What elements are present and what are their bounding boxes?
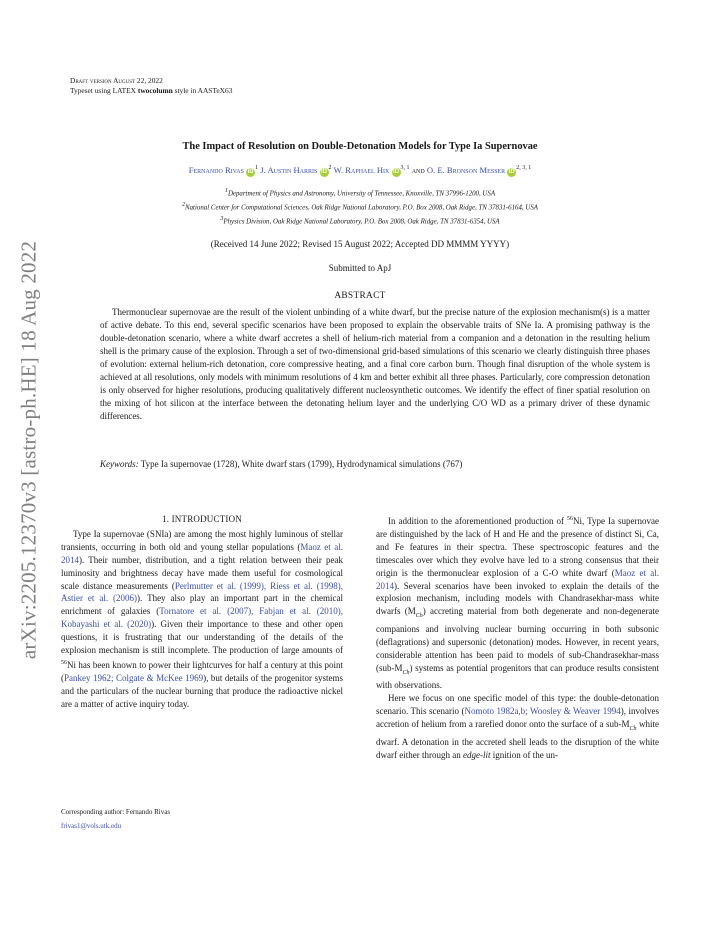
- orcid-icon[interactable]: iD: [508, 169, 515, 175]
- corresponding-author: [61, 805, 170, 833]
- author-name[interactable]: Fernando Rivas: [188, 165, 244, 175]
- orcid-icon[interactable]: iD: [321, 169, 328, 175]
- draft-version: Draft version August 22, 2022: [70, 76, 163, 85]
- text-run: ). They also play an important part in the chemical enrichment of galaxies (: [61, 593, 343, 617]
- citation-link[interactable]: Pankey 1962; Colgate & McKee 1969: [64, 672, 204, 683]
- section-heading: 1. INTRODUCTION: [162, 514, 242, 524]
- intro-paragraph: [61, 528, 343, 711]
- abstract-heading: ABSTRACT: [334, 291, 386, 301]
- intro-paragraph: [376, 513, 659, 692]
- emphasis: edge-lit: [462, 749, 491, 760]
- text-run: ignition of the un-: [490, 749, 558, 760]
- citation-link[interactable]: Tornatore et al. (2007), Fabjan et al. (2010), Kobayashi et al. (2020): [61, 606, 343, 630]
- citation-link[interactable]: Maoz et al. 2014: [376, 567, 659, 591]
- affiliation: $^3$Physics Division, Oak Ridge National Laboratory, P.O. Box 2008, Oak Ridge, TN 37831-6354, USA: [220, 215, 500, 226]
- affiliation: $^1$Department of Physics and Astronomy, University of Tennessee, Knoxville, TN 37996-1200, USA: [224, 188, 496, 198]
- text-run: ), but details of the progenitor systems and the particulars of the nuclear burning that produce the radioactive nickel are a matter of active inquiry today.: [61, 672, 343, 709]
- received-dates: (Received 14 June 2022; Revised 15 August 2022; Accepted DD MMMM YYYY): [210, 239, 510, 249]
- paper-title: The Impact of Resolution on Double-Detonation Models for Type Ia Supernovae: [182, 141, 538, 152]
- text-run: ). Given their importance to these and other open questions, it is frustrating that our understanding of the details of the explosion mechanism is still incomplete. The production of large amounts of: [61, 619, 343, 656]
- right-column: [376, 513, 659, 762]
- orcid-icon[interactable]: iD: [247, 169, 254, 175]
- orcid-icon[interactable]: iD: [393, 169, 400, 175]
- text-run: Ni, Type Ia supernovae are distinguished by the lack of H and He and the presence of distinct Si, Ca, and Fe features in their spectra. These spectroscopic features and the timescales over which they evolve have led to a strong consensus that their origin is the thermonuclear explosion of a C-O white dwarf (: [376, 516, 659, 578]
- subscript: Ch: [402, 669, 410, 676]
- latex-logo: LATEX: [112, 85, 136, 95]
- affiliations: [0, 186, 720, 228]
- author-list: Fernando Rivas $iD^1$ J. Austin Harris $iD^2$ W. Raphael Hix iD$^{3, 1}$ and O. E. Bronson Messer iD$^{2, 3, 1}$: [188, 165, 532, 175]
- citation-link[interactable]: Maoz et al. 2014: [61, 541, 343, 565]
- text-run: In addition to the aforementioned production of: [388, 516, 568, 526]
- citation-link[interactable]: Perlmutter et al. (1999), Riess et al. (1998), Astier et al. (2006): [61, 580, 343, 604]
- text-run: ) accreting material from both degenerate and non-degenerate companions and involving nuclear burning occurring in both subsonic (deflagrations) and supersonic (detonation) modes. However, in recent years, considerable attention has been paid to models of sub-Chandrasekhar-mass (sub-M: [376, 606, 659, 673]
- author-name[interactable]: J. Austin Harris: [260, 165, 318, 175]
- submitted-to: Submitted to ApJ: [328, 263, 392, 273]
- text-run: Here we focus on one specific model of this type: the double-detonation scenario. This scenario (: [376, 693, 659, 717]
- superscript: 56: [567, 516, 574, 522]
- intro-paragraph: [376, 692, 659, 761]
- text-run: ). Their number, distribution, and a tight relation between their peak luminosity and brightness decay have made them useful for cosmological scale distance measurements (: [61, 554, 343, 591]
- superscript: 56: [61, 659, 67, 666]
- text-run: ) systems as potential progenitors that can produce results consistent with observations.: [376, 662, 659, 691]
- citation-link[interactable]: Nomoto 1982a,b; Woosley & Weaver 1994: [464, 706, 621, 717]
- email-link[interactable]: frivas1@vols.utk.edu: [61, 822, 122, 830]
- text-run: Ni has been known to power their lightcurves for half a century at this point (: [61, 659, 343, 683]
- left-column: [61, 513, 343, 711]
- typeset-line: Typeset using LATEX twocolumn style in AASTeX63: [70, 85, 233, 95]
- text-run: Type Ia supernovae (SNIa) are among the most highly luminous of stellar transients, occurring in both old and young stellar populations (: [61, 528, 343, 552]
- running-header: [70, 76, 232, 95]
- abstract-text: Thermonuclear supernovae are the result of the violent unbinding of a white dwarf, but the precise nature of the explosion mechanism(s) is a matter of active debate. To this end, several specific scenarios have been proposed to explain the observable traits of SNe Ia. A promising pathway is the double-detonation scenario, where a white dwarf accretes a shell of helium-rich material from a companion and a detonation in the resulting helium shell is the primary cause of the explosion. Through a set of two-dimensional grid-based simulations of this scenario we clearly distinguish three phases of evolution: external helium-rich detonation, core compressive heating, and a final core carbon burn. Though final disruption of the whole system is achieved at all resolutions, only models with minimum resolutions of 4 km and better exhibit all three phases. Particularly, core compression detonation is only observed for higher resolutions, producing qualitatively different nucleosynthetic outcomes. We identify the effect of finer spatial resolution on the mixing of hot silicon at the interface between the detonating helium layer and the underlying C/O WD as a primary driver of these dynamic differences.: [100, 307, 650, 421]
- text-run: white dwarf. A detonation in the accreted shell leads to the disruption of the white dwarf either through an: [376, 719, 659, 760]
- arxiv-stamp: arXiv:2205.12370v3 [astro-ph.HE] 18 Aug 2022: [16, 240, 41, 660]
- text-run: ). Several scenarios have been invoked to explain the details of the explosion mechanism, including models with Chandrasekhar-mass white dwarfs (M: [376, 580, 659, 617]
- author-name[interactable]: O. E. Bronson Messer: [426, 165, 506, 175]
- author-name[interactable]: W. Raphael Hix: [333, 165, 390, 175]
- subscript: Ch: [415, 613, 423, 620]
- text-run: ), involves accretion of helium from a rarefied donor onto the surface of a sub-M: [376, 706, 659, 730]
- affiliation: $^2$National Center for Computational Sciences, Oak Ridge National Laboratory, P.O. Box 2008, Oak Ridge, TN 37831-6164, USA: [182, 201, 538, 212]
- keywords: Keywords: Type Ia supernovae (1728), White dwarf stars (1799), Hydrodynamical simulations (767): [100, 459, 463, 469]
- subscript: Ch: [629, 725, 637, 732]
- corresponding-label: Corresponding author: Fernando Rivas: [61, 808, 171, 816]
